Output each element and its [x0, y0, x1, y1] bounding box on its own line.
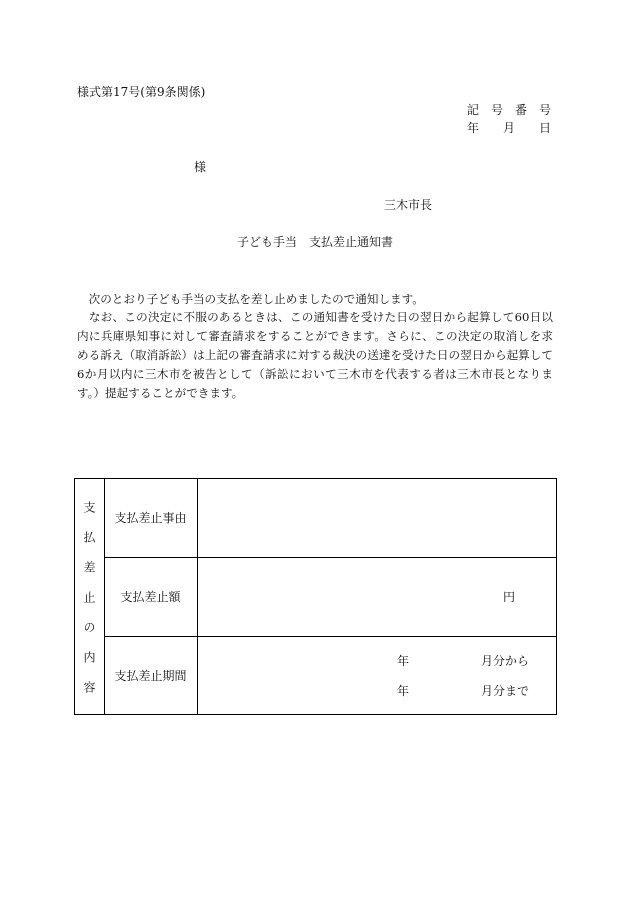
recipient-honorific: 様 [194, 160, 207, 174]
body-line: 内に兵庫県知事に対して審査請求をすることができます。さらに、この決定の取消しを求 [77, 329, 553, 343]
period-to-month: 月分まで [481, 684, 530, 698]
date-label: 年 月 日 [467, 121, 552, 135]
period-from-year: 年 [397, 654, 410, 668]
document-title: 子ども手当 支払差止通知書 [236, 235, 393, 249]
row-label-amount: 支払差止額 [120, 589, 181, 604]
issuer-name: 三木市長 [384, 198, 433, 212]
form-number: 様式第17号(第9条関係) [77, 85, 206, 99]
row-label-reason: 支払差止事由 [114, 510, 187, 525]
row-label-period: 支払差止期間 [114, 668, 187, 683]
table-side-header: 支払差止の内容 [82, 501, 96, 711]
body-line: 次のとおり子ども手当の支払を差し止めましたので通知します。 [77, 292, 424, 306]
body-line: 6か月以内に三木市を被告として（訴訟において三木市を代表する者は三木市長となりま [77, 367, 553, 381]
body-line: す。）提起することができます。 [77, 386, 244, 400]
period-to-year: 年 [397, 684, 410, 698]
reason-value-field[interactable] [198, 479, 556, 556]
period-value-field[interactable] [198, 637, 556, 714]
body-line: める訴え（取消訴訟）は上記の審査請求に対する裁決の送達を受けた日の翌日から起算して [77, 348, 553, 362]
amount-unit: 円 [503, 590, 516, 604]
reference-number-label: 記 号 番 号 [467, 103, 552, 117]
period-from-month: 月分から [481, 654, 530, 668]
body-line: なお、この決定に不服のあるときは、この通知書を受けた日の翌日から起算して60日以 [77, 310, 553, 324]
